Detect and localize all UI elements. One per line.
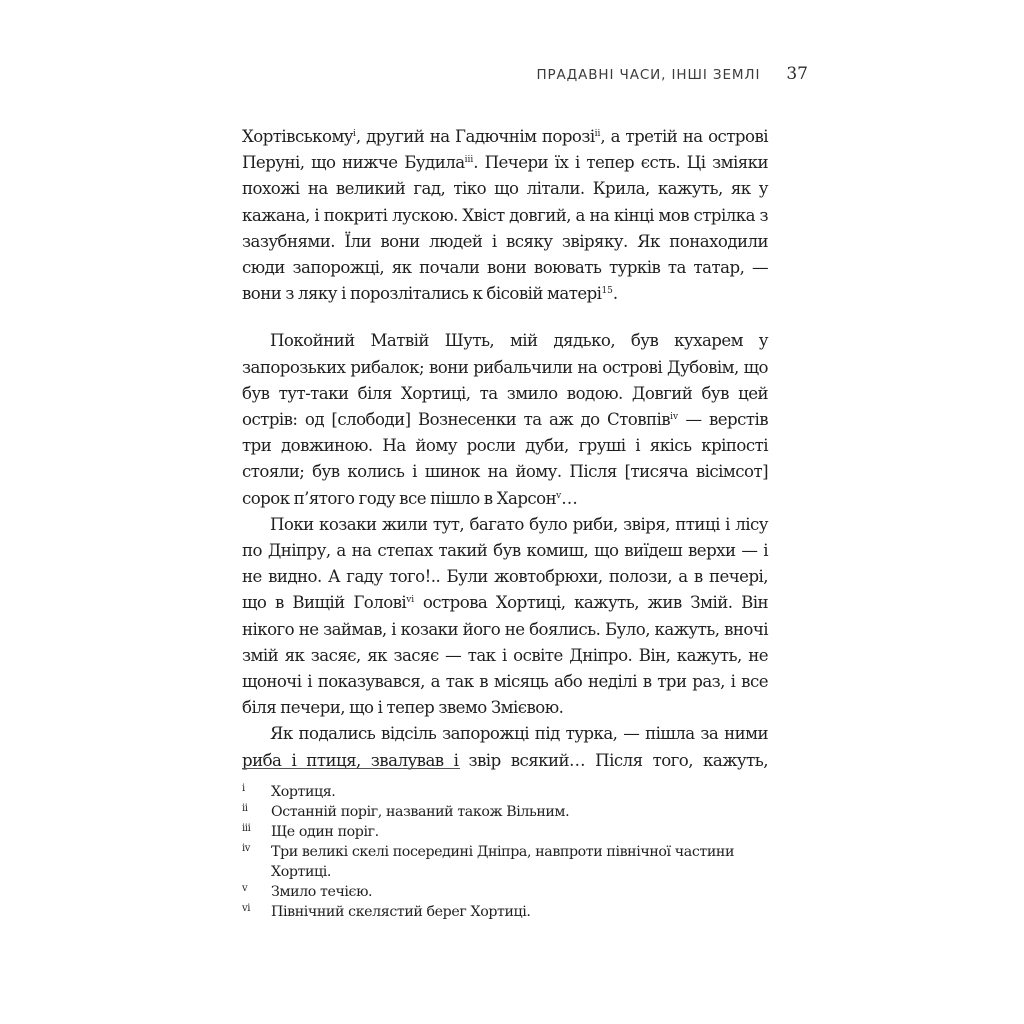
paragraph-text: — верстів три довжиною. На йому росли дуби, груші і якісь кріпості стояли; був колись і шинок на йому. Після [тисяча вісімсот] сорок п’ятого году все пішло в Харсон [242,410,768,508]
paragraph-text: . Печери їх і тепер єсть. Ці зміяки похожі на великий гад, тіко що літали. Крила, кажуть, як у кажана, і покриті лускою. Хвіст довгий, а на кінці мов стрілка з зазубнями. Їли вони людей і всяку звіряку. Як понаходили сюди запорожці, як почали вони воювать турків та татар, — вони з ляку і порозлітались к бісовій матері [242,153,768,304]
footnote-ref: vi [406,595,415,606]
paragraph-text: Хортівському [242,127,354,146]
paragraph-2 [242,328,768,511]
paragraph-4 [242,721,768,773]
footnote-mark: v [242,883,248,894]
paragraph-text: , другий на Гадючнім порозі [355,127,595,146]
paragraph-text: , а третій на острові Перуні, що нижче Будила [242,127,768,173]
footnote-ref: v [556,490,562,501]
footnote-mark: iv [242,843,251,854]
footnote-mark: vi [242,903,251,914]
section-break [242,307,768,328]
footnote-text: Північний скелястий берег Хортиці. [271,904,531,920]
footnote-ref: ii [594,129,601,139]
footnote-mark: ii [242,803,248,814]
paragraph-text: . [612,284,618,304]
footnote-mark: iii [242,823,251,834]
paragraph-text: Поки козаки жили тут, багато було риби, звіря, птиці і лісу по Дніпру, а на степах такий був комиш, що виїдеш верхи — і не видно. А гаду того!.. Були жовтобрюхи, полози, а в печері, що в Вищій Голові [242,514,768,613]
paragraph-text: Як подались відсіль запорожці під турка, — пішла за ними риба і птиця, звалував і звір всякий… Після того, кажуть, [242,724,768,770]
page-number: 37 [786,64,808,84]
footnote-item [242,842,782,882]
paragraph-1 [242,124,768,307]
footnote-text: Змило течією. [271,884,373,900]
footnote-ref: iv [670,412,679,423]
footnote-text: Останній поріг, названий також Вільним. [271,804,570,820]
footnote-item [242,882,782,902]
paragraph-3 [242,512,768,722]
footnote-divider [242,768,460,769]
footnote-item [242,802,782,822]
paragraph-text: … [561,488,578,508]
endnote-ref: 15 [601,286,613,297]
section-title: ПРАДАВНІ ЧАСИ, ІНШІ ЗЕМЛІ [536,67,761,83]
footnote-mark: i [242,783,245,794]
footnote-item [242,782,782,802]
footnote-item [242,822,782,842]
footnote-text: Хортиця. [271,784,336,800]
footnote-item [242,902,782,922]
paragraph-text: Покойний Матвій Шуть, мій дядько, був кухарем у запорозьких рибалок; вони рибальчили на острові Дубовім, що був тут-таки біля Хортиці, та змило водою. Довгий був цей острів: од [слободи] Вознесенки та аж до Стовпів [242,331,768,430]
footnote-text: Ще один поріг. [271,824,379,840]
running-head [500,64,808,88]
paragraph-text: острова Хортиці, кажуть, жив Змій. Він нікого не займав, і козаки його не боялись. Було, кажуть, вночі змій як засяє, як засяє — так і освіте Дніпро. Він, кажуть, не щоночі і показувався, а так в місяць або неділі в три раз, і все біля печери, що і тепер звемо Змієвою. [242,593,769,718]
footnote-ref: iii [464,155,474,166]
footnotes [242,782,782,922]
footnote-text: Три великі скелі посередині Дніпра, навпроти північної частини Хортиці. [271,844,734,880]
main-text [242,124,768,774]
footnote-ref: i [353,129,356,139]
